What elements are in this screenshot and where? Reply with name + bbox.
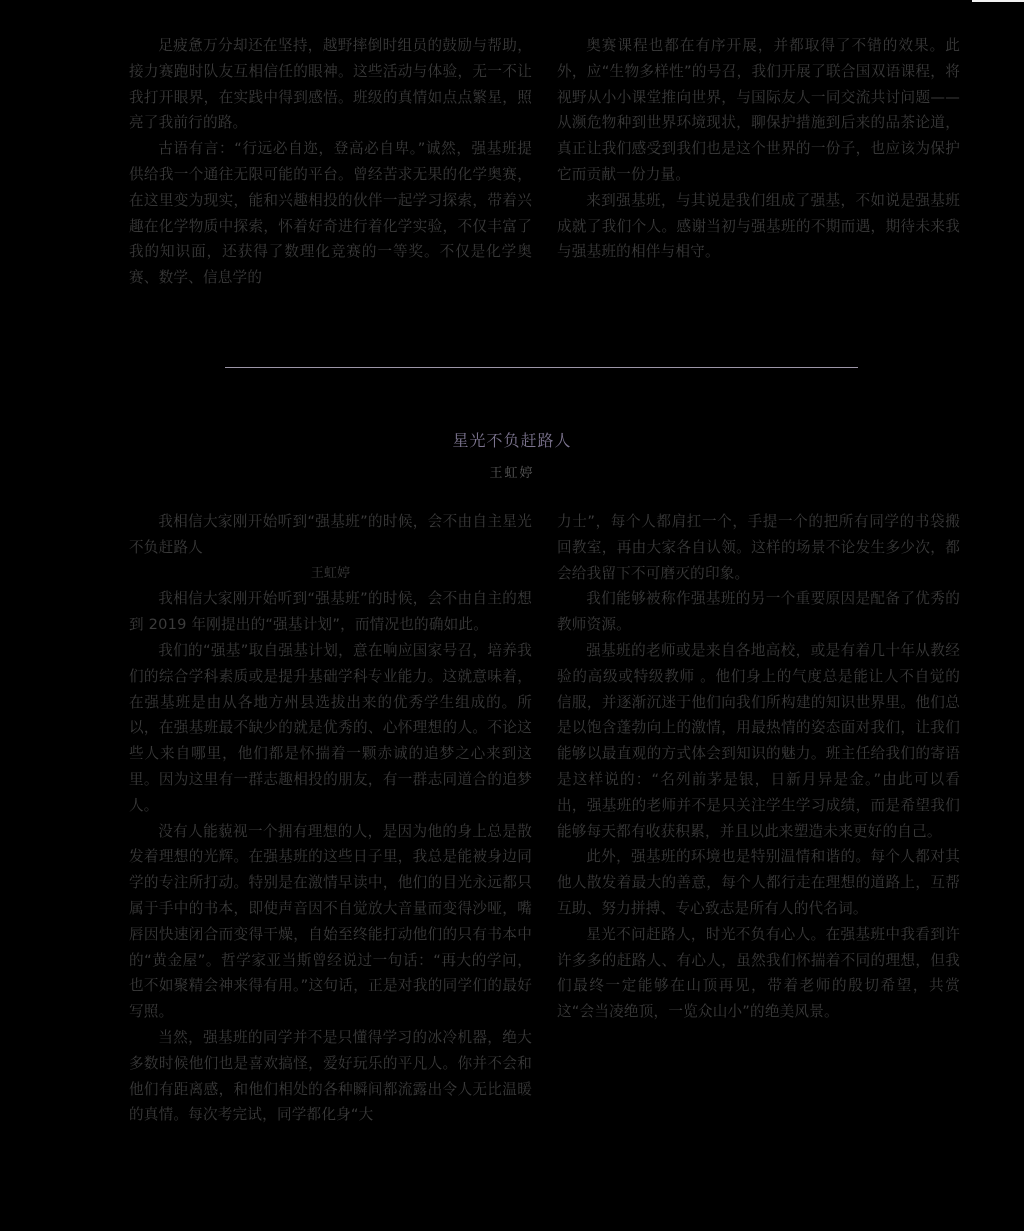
paragraph: 奥赛课程也都在有序开展，并都取得了不错的效果。此外，应“生物多样性”的号召，我们开展了联合国双语课程，将视野从小小课堂推向世界，与国际友人一同交流共讨问题——从濒危物种到世界环境现状，聊保护措施到后来的品茶论道，真正让我们感受到我们也是这个世界的一份子，也应该为保护它而贡献一份力量。 xyxy=(557,37,960,183)
inline-author: 王虹婷 xyxy=(310,565,351,581)
paragraph: 没有人能藐视一个拥有理想的人，是因为他的身上总是散发着理想的光辉。在强基班的这些日子里，我总是能被身边同学的专注所打动。特别是在激情早读中，他们的目光永远都只属于手中的书本，即使声音因不自觉放大音量而变得沙哑，嘴唇因快速闭合而变得干燥，自始至终能打动他们的只有书本中的“黄金屋”。哲学家亚当斯曾经说过一句话：“再大的学问，也不如聚精会神来得有用。”这句话，正是对我的同学们的最好写照。 xyxy=(129,822,532,1021)
paragraph: 足疲惫万分却还在坚持，越野摔倒时组员的鼓励与帮助，接力赛跑时队友互相信任的眼神。这些活动与体验，无一不让我打开眼界，在实践中得到感悟。班级的真情如点点繁星，照亮了我前行的路。 xyxy=(129,37,532,132)
paragraph: 我们能够被称作强基班的另一个重要原因是配备了优秀的教师资源。 xyxy=(557,590,960,634)
paragraph: 古语有言：“行远必自迩，登高必自卑。”诚然，强基班提供给我一个通往无限可能的平台。曾经苦求无果的化学奥赛，在这里变为现实，能和兴趣相投的伙伴一起学习探索，带着兴趣在化学物质中探索，怀着好奇进行着化学实验，不仅丰富了我的知识面，还获得了数理化竞赛的一等奖。不仅是化学奥赛、数学、信息学的 xyxy=(129,140,532,287)
section-divider xyxy=(225,367,858,368)
corner-mark xyxy=(972,0,1024,2)
prev-article-right-column xyxy=(557,33,960,265)
paragraph: 强基班的老师或是来自各地高校，或是有着几十年从教经验的高级或特级教师 。他们身上的气度总是能让人不自觉的信服，并逐渐沉迷于他们向我们所构建的知识世界里。他们总是以饱含蓬勃向上的激情，用最热情的姿态面对我们，让我们能够以最直观的方式体会到知识的魅力。班主任给我们的寄语是这样说的：“名列前茅是银，日新月异是金。”由此可以看出，强基班的老师并不是只关注学生学习成绩，而是希望我们能够每天都有收获积累，并且以此来塑造未来更好的自己。 xyxy=(557,641,960,840)
paragraph: 当然，强基班的同学并不是只懂得学习的冰冷机器，绝大多数时候他们也是喜欢搞怪，爱好玩乐的平凡人。你并不会和他们有距离感，和他们相处的各种瞬间都流露出令人无比温暖的真情。每次考完试，同学都化身“大 xyxy=(129,1028,532,1124)
paragraph: 星光不问赶路人，时光不负有心人。在强基班中我看到许许多多的赶路人、有心人，虽然我们怀揣着不同的理想，但我们最终一定能够在山顶再见，带着老师的殷切希望，共赏这“会当凌绝顶，一览众山小”的绝美风景。 xyxy=(557,925,960,1021)
paragraph: 来到强基班，与其说是我们组成了强基，不如说是强基班成就了我们个人。感谢当初与强基班的不期而遇，期待未来我与强基班的相伴与相守。 xyxy=(557,191,960,261)
article-right-column xyxy=(557,509,960,1025)
article-left-column xyxy=(129,509,532,1128)
paragraph: 我们的“强基”取自强基计划，意在响应国家号召，培养我们的综合学科素质或是提升基础学科专业能力。这就意味着，在强基班是由从各地方州县选拔出来的优秀学生组成的。所以，在强基班最不缺少的就是优秀的、心怀理想的人。不论这些人来自哪里，他们都是怀揣着一颗赤诚的追梦之心来到这里。因为这里有一群志趣相投的朋友，有一群志同道合的追梦人。 xyxy=(129,641,532,814)
paragraph: 此外，强基班的环境也是特别温情和谐的。每个人都对其他人散发着最大的善意，每个人都行走在理想的道路上，互帮互助、努力拼搏、专心致志是所有人的代名词。 xyxy=(557,848,960,917)
paragraph: 我相信大家刚开始听到“强基班”的时候，会不由自主星光不负赶路人 xyxy=(129,513,532,556)
article-title: 星光不负赶路人 xyxy=(452,431,572,450)
article-author: 王虹婷 xyxy=(489,466,535,481)
paragraph: 力士”，每个人都肩扛一个，手提一个的把所有同学的书袋搬回教室，再由大家各自认领。这样的场景不论发生多少次，都会给我留下不可磨灭的印象。 xyxy=(557,513,960,582)
prev-article-left-column xyxy=(129,33,532,291)
paragraph: 我相信大家刚开始听到“强基班”的时候，会不由自主的想到 2019 年刚提出的“强基计划”，而情况也的确如此。 xyxy=(129,590,532,634)
